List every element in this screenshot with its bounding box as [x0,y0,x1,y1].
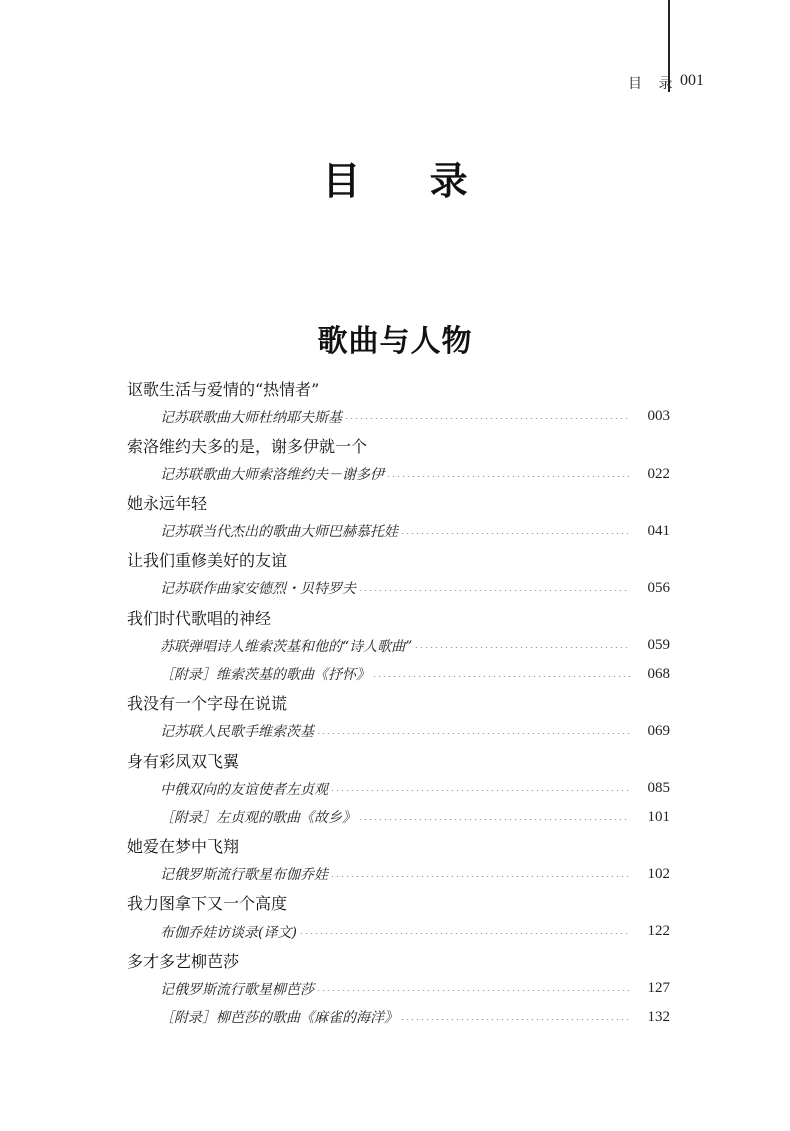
dot-leader [330,790,630,791]
toc-page-number: 056 [647,579,670,596]
toc-chapter[interactable]: 身有彩凤双飞翼 [127,751,240,771]
toc-chapter[interactable]: 索洛维约夫多的是，谢多伊就一个 [127,436,368,456]
dot-leader [372,676,630,677]
dot-leader [358,819,630,820]
toc-chapter[interactable]: 她永远年轻 [127,494,208,514]
toc-entry-title: ［附录］柳芭莎的歌曲《麻雀的海洋》 [160,1010,398,1027]
toc-entry[interactable] [127,631,670,660]
toc-entry-title: 记苏联当代杰出的歌曲大师巴赫慕托娃 [160,524,398,541]
toc-page-number: 069 [647,722,670,739]
toc-entry-title: 记苏联人民歌手维索茨基 [160,724,314,741]
toc-page-number: 068 [647,665,670,682]
dot-leader [316,733,630,734]
toc-entry[interactable] [127,517,670,546]
toc-entry-title: 布伽乔娃访谈录(译文) [160,924,297,941]
dot-leader [330,876,630,877]
dot-leader [414,647,630,648]
dot-leader [358,590,630,591]
toc-chapter[interactable]: 她爱在梦中飞翔 [127,837,240,857]
toc-entry-title: ［附录］左贞观的歌曲《故乡》 [160,810,356,827]
toc-page-number: 101 [647,808,670,825]
table-of-contents [127,374,670,1032]
toc-entry[interactable] [127,974,670,1003]
toc-chapter[interactable]: 让我们重修美好的友谊 [127,551,288,571]
toc-entry-title: 记苏联作曲家安德烈・贝特罗夫 [160,581,356,598]
page-number: 001 [680,72,704,89]
toc-entry[interactable] [127,774,670,803]
toc-entry-title: 苏联弹唱诗人维索茨基和他的“诗人歌曲” [160,638,413,655]
running-head: 目 录 [628,76,679,92]
toc-entry[interactable] [127,803,670,832]
toc-page-number: 122 [647,923,670,940]
toc-chapter[interactable]: 多才多艺柳芭莎 [127,951,240,971]
toc-entry[interactable] [127,460,670,489]
toc-entry[interactable] [127,660,670,689]
toc-chapter[interactable]: 我力图拿下又一个高度 [127,894,288,914]
dot-leader [344,418,630,419]
toc-entry[interactable] [127,1003,670,1032]
toc-entry[interactable] [127,860,670,889]
section-title: 歌曲与人物 [317,324,473,359]
toc-entry[interactable] [127,917,670,946]
toc-page-number: 059 [647,637,670,654]
toc-entry-title: 中俄双向的友谊使者左贞观 [160,781,328,798]
dot-leader [386,476,630,477]
toc-entry[interactable] [127,574,670,603]
toc-entry-title: 记苏联歌曲大师杜纳耶夫斯基 [160,409,342,426]
toc-entry-title: 记俄罗斯流行歌星柳芭莎 [160,981,314,998]
toc-chapter[interactable]: 我们时代歌唱的神经 [127,608,272,628]
dot-leader [400,533,630,534]
toc-page-number: 022 [647,465,670,482]
toc-entry[interactable] [127,717,670,746]
toc-chapter[interactable]: 讴歌生活与爱情的“热情者” [127,379,320,399]
toc-page-number: 041 [647,522,670,539]
dot-leader [316,990,630,991]
toc-entry-title: 记苏联歌曲大师索洛维约夫－谢多伊 [160,467,384,484]
toc-page-number: 127 [647,980,670,997]
toc-entry-title: ［附录］维索茨基的歌曲《抒怀》 [160,667,370,684]
dot-leader [400,1019,630,1020]
toc-page-number: 132 [647,1008,670,1025]
toc-page-number: 102 [647,865,670,882]
toc-entry[interactable] [127,403,670,432]
dot-leader [299,933,630,934]
toc-chapter[interactable]: 我没有一个字母在说谎 [127,694,288,714]
toc-page-number: 003 [647,408,670,425]
page-title: 目 录 [322,159,496,203]
toc-page-number: 085 [647,780,670,797]
toc-entry-title: 记俄罗斯流行歌星布伽乔娃 [160,867,328,884]
